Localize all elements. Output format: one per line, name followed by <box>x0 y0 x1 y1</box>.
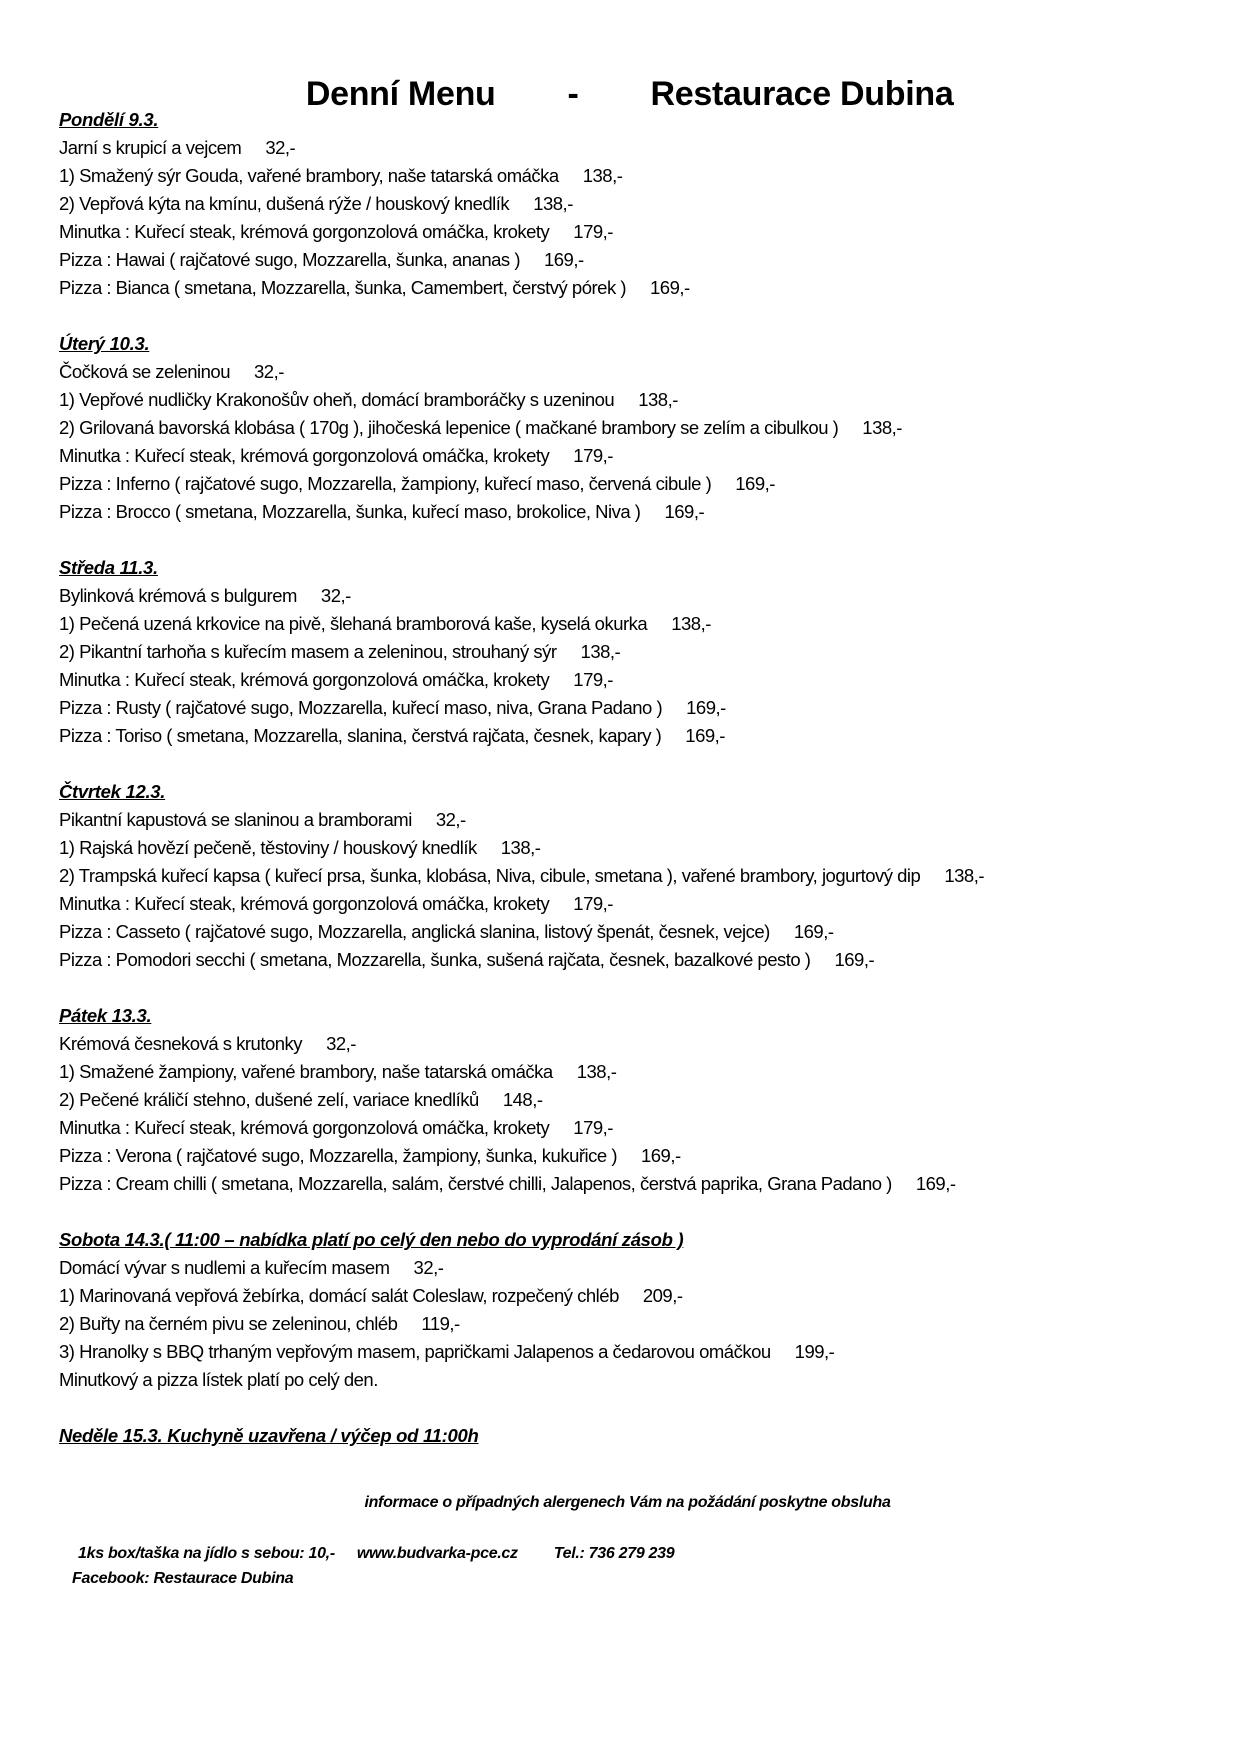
item-price: 138,- <box>582 165 623 186</box>
day-heading: Neděle 15.3. Kuchyně uzavřena / výčep od 11:00h <box>59 1425 479 1446</box>
menu-item <box>59 946 1221 974</box>
day-wednesday <box>59 554 1221 750</box>
menu-item <box>59 1086 1221 1114</box>
menu-content <box>59 106 1221 1478</box>
item-price: 169,- <box>686 697 726 718</box>
item-price: 32,- <box>320 585 351 606</box>
box-fee: 1ks box/taška na jídlo s sebou: 10,- <box>78 1545 335 1562</box>
day-heading: Středa 11.3. <box>59 557 158 578</box>
menu-item <box>59 1338 1221 1366</box>
item-price: 138,- <box>533 193 573 214</box>
menu-item <box>59 358 1221 386</box>
item-name: Minutka : Kuřecí steak, krémová gorgonzolová omáčka, krokety <box>59 893 550 914</box>
item-name: Pizza : Casseto ( rajčatové sugo, Mozzarella, anglická slanina, listový špenát, česnek, vejce) <box>59 921 770 942</box>
item-name: 1) Smažené žampiony, vařené brambory, naše tatarská omáčka <box>59 1061 553 1082</box>
item-name: Čočková se zeleninou <box>59 361 230 382</box>
item-name: Pizza : Brocco ( smetana, Mozzarella, šunka, kuřecí maso, brokolice, Niva ) <box>59 501 641 522</box>
menu-item <box>59 162 1221 190</box>
menu-item <box>59 890 1221 918</box>
item-price: 148,- <box>502 1089 543 1110</box>
item-name: Pizza : Hawai ( rajčatové sugo, Mozzarella, šunka, ananas ) <box>59 249 520 270</box>
day-heading: Pondělí 9.3. <box>59 109 159 130</box>
menu-item <box>59 134 1221 162</box>
menu-item <box>59 862 1221 890</box>
menu-item <box>59 1254 1221 1282</box>
item-name: Bylinková krémová s bulgurem <box>59 585 297 606</box>
day-tuesday <box>59 330 1221 526</box>
page-title <box>0 36 1241 114</box>
menu-item <box>59 386 1221 414</box>
item-name: 3) Hranolky s BBQ trhaným vepřovým masem, papričkami Jalapenos a čedarovou omáčkou <box>59 1341 771 1362</box>
menu-item <box>59 694 1221 722</box>
item-name: 2) Buřty na černém pivu se zeleninou, chléb <box>59 1313 398 1334</box>
title-menu: Denní Menu <box>305 75 496 113</box>
menu-item <box>59 498 1221 526</box>
item-price: 138,- <box>671 613 711 634</box>
item-name: Minutka : Kuřecí steak, krémová gorgonzolová omáčka, krokety <box>59 1117 550 1138</box>
day-monday <box>59 106 1221 302</box>
item-price: 138,- <box>576 1061 617 1082</box>
menu-item <box>59 638 1221 666</box>
item-name: Pizza : Bianca ( smetana, Mozzarella, šunka, Camembert, čerstvý pórek ) <box>59 277 626 298</box>
item-name: 1) Vepřové nudličky Krakonošův oheň, domácí bramboráčky s uzeninou <box>59 389 615 410</box>
item-price: 169,- <box>685 725 725 746</box>
website-link[interactable]: www.budvarka-pce.cz <box>356 1545 518 1562</box>
title-separator: - <box>567 75 579 113</box>
day-heading: Pátek 13.3. <box>59 1005 152 1026</box>
day-thursday <box>59 778 1221 974</box>
item-name: 1) Pečená uzená krkovice na pivě, šlehaná bramborová kaše, kyselá okurka <box>59 613 648 634</box>
item-price: 32,- <box>254 361 284 382</box>
menu-item <box>59 246 1221 274</box>
menu-item <box>59 1282 1221 1310</box>
item-name: Pizza : Cream chilli ( smetana, Mozzarella, salám, čerstvé chilli, Jalapenos, čerstvá paprika, Grana Padano ) <box>59 1173 892 1194</box>
item-price: 179,- <box>573 893 613 914</box>
item-price: 169,- <box>793 921 834 942</box>
menu-item <box>59 190 1221 218</box>
item-name: 2) Grilovaná bavorská klobása ( 170g ), jihočeská lepenice ( mačkané brambory se zelím a cibulkou ) <box>59 417 839 438</box>
day-saturday <box>59 1226 1221 1394</box>
day-heading: Úterý 10.3. <box>59 333 150 354</box>
item-name: Krémová česneková s krutonky <box>59 1033 303 1054</box>
menu-item <box>59 218 1221 246</box>
menu-item <box>59 666 1221 694</box>
phone-number: Tel.: 736 279 239 <box>553 1545 675 1562</box>
menu-item <box>59 470 1221 498</box>
item-price: 138,- <box>638 389 678 410</box>
menu-item <box>59 1030 1221 1058</box>
item-price: 169,- <box>543 249 584 270</box>
day-heading: Čtvrtek 12.3. <box>59 781 166 802</box>
item-price: 169,- <box>650 277 690 298</box>
item-price: 169,- <box>735 473 775 494</box>
allergen-note: informace o případných alergenech Vám na požádání poskytne obsluha <box>364 1494 891 1511</box>
day-sunday <box>59 1422 1221 1450</box>
item-price: 209,- <box>642 1285 683 1306</box>
item-name: Pikantní kapustová se slaninou a bramborami <box>59 809 412 830</box>
menu-item <box>59 610 1221 638</box>
item-price: 169,- <box>915 1173 956 1194</box>
item-name: Pizza : Verona ( rajčatové sugo, Mozzarella, žampiony, šunka, kukuřice ) <box>59 1145 617 1166</box>
menu-item <box>59 834 1221 862</box>
item-name: Domácí vývar s nudlemi a kuřecím masem <box>59 1257 390 1278</box>
item-name: 1) Marinovaná vepřová žebírka, domácí salát Coleslaw, rozpečený chléb <box>59 1285 619 1306</box>
item-price: 179,- <box>573 445 613 466</box>
item-name: Pizza : Inferno ( rajčatové sugo, Mozzarella, žampiony, kuřecí maso, červená cibule ) <box>59 473 712 494</box>
item-name: 2) Trampská kuřecí kapsa ( kuřecí prsa, šunka, klobása, Niva, cibule, smetana ), vařené brambory, jogurtový dip <box>59 865 921 886</box>
item-name: 1) Smažený sýr Gouda, vařené brambory, naše tatarská omáčka <box>59 165 559 186</box>
item-price: 179,- <box>573 1117 613 1138</box>
item-price: 32,- <box>326 1033 356 1054</box>
item-price: 169,- <box>834 949 875 970</box>
contact-line <box>78 1545 674 1563</box>
menu-item <box>59 582 1221 610</box>
menu-item <box>59 1310 1221 1338</box>
item-name: Minutka : Kuřecí steak, krémová gorgonzolová omáčka, krokety <box>59 669 550 690</box>
item-price: 169,- <box>664 501 705 522</box>
item-name: Pizza : Toriso ( smetana, Mozzarella, slanina, čerstvá rajčata, česnek, kapary ) <box>59 725 662 746</box>
item-price: 138,- <box>944 865 985 886</box>
item-price: 32,- <box>265 137 296 158</box>
item-price: 138,- <box>580 641 621 662</box>
item-name: Pizza : Pomodori secchi ( smetana, Mozzarella, šunka, sušená rajčata, česnek, bazalkové pesto ) <box>59 949 811 970</box>
item-name: 2) Pečené králičí stehno, dušené zelí, variace knedlíků <box>59 1089 479 1110</box>
menu-item <box>59 414 1221 442</box>
item-price: 119,- <box>421 1313 460 1334</box>
item-name: 2) Pikantní tarhoňa s kuřecím masem a zeleninou, strouhaný sýr <box>59 641 557 662</box>
menu-item <box>59 806 1221 834</box>
day-friday <box>59 1002 1221 1198</box>
menu-item <box>59 1114 1221 1142</box>
item-price: 32,- <box>435 809 466 830</box>
item-price: 199,- <box>794 1341 835 1362</box>
menu-item <box>59 1170 1221 1198</box>
menu-item <box>59 918 1221 946</box>
item-price: 138,- <box>500 837 541 858</box>
day-heading: Sobota 14.3.( 11:00 – nabídka platí po celý den nebo do vyprodání zásob ) <box>59 1229 684 1250</box>
menu-item <box>59 1142 1221 1170</box>
menu-item <box>59 1058 1221 1086</box>
menu-item <box>59 274 1221 302</box>
item-name: Minutka : Kuřecí steak, krémová gorgonzolová omáčka, krokety <box>59 445 550 466</box>
item-price: 138,- <box>862 417 902 438</box>
menu-item <box>59 442 1221 470</box>
item-price: 32,- <box>413 1257 444 1278</box>
title-restaurant: Restaurace Dubina <box>650 75 954 113</box>
item-price: 179,- <box>573 221 613 242</box>
item-name: Jarní s krupicí a vejcem <box>59 137 242 158</box>
menu-note <box>59 1366 1221 1394</box>
item-price: 179,- <box>573 669 613 690</box>
item-name: Minutka : Kuřecí steak, krémová gorgonzolová omáčka, krokety <box>59 221 550 242</box>
item-name: Pizza : Rusty ( rajčatové sugo, Mozzarella, kuřecí maso, niva, Grana Padano ) <box>59 697 663 718</box>
menu-item <box>59 722 1221 750</box>
item-name: Minutkový a pizza lístek platí po celý den. <box>59 1369 378 1390</box>
item-price: 169,- <box>640 1145 681 1166</box>
item-name: 2) Vepřová kýta na kmínu, dušená rýže / houskový knedlík <box>59 193 510 214</box>
facebook-note: Facebook: Restaurace Dubina <box>72 1570 294 1587</box>
item-name: 1) Rajská hovězí pečeně, těstoviny / houskový knedlík <box>59 837 477 858</box>
